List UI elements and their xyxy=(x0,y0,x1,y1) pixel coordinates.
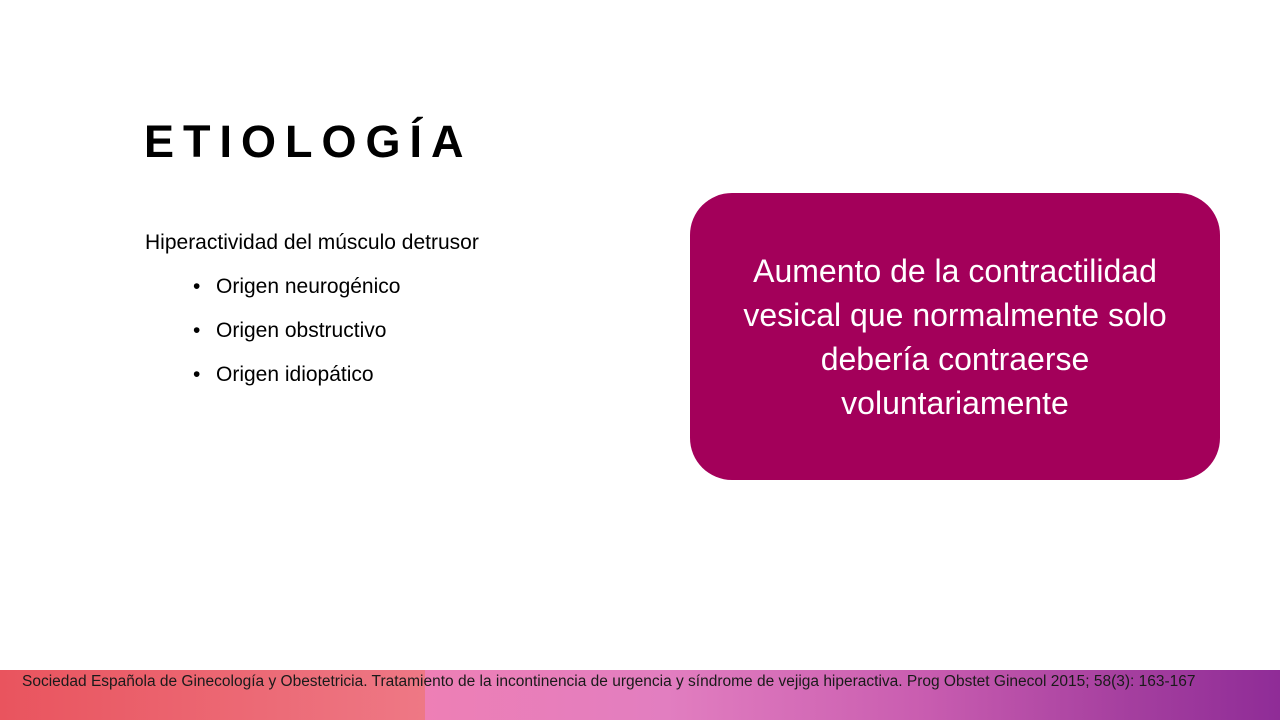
lead-text: Hiperactividad del músculo detrusor xyxy=(145,231,479,254)
slide-title: ETIOLOGÍA xyxy=(144,116,473,167)
bullet-text: Origen idiopático xyxy=(216,363,374,386)
citation-text: Sociedad Española de Ginecología y Obestetricia. Tratamiento de la incontinencia de urgencia y síndrome de vejiga hiperactiva. Prog Obstet Ginecol 2015; 58(3): 163-167 xyxy=(22,673,1196,690)
bullet-item xyxy=(193,314,665,348)
bullet-icon: • xyxy=(193,363,201,386)
callout-text: Aumento de la contractilidad vesical que normalmente solo debería contraerse voluntariamente xyxy=(743,252,1167,421)
bullet-item xyxy=(193,270,665,304)
bullet-list xyxy=(145,270,665,392)
bullet-icon: • xyxy=(193,275,201,298)
footer-bar xyxy=(0,670,1280,720)
callout-box xyxy=(690,193,1220,480)
content-block xyxy=(145,226,665,402)
bullet-text: Origen neurogénico xyxy=(216,275,401,298)
bullet-item xyxy=(193,358,665,392)
bullet-text: Origen obstructivo xyxy=(216,319,387,342)
bullet-icon: • xyxy=(193,319,201,342)
